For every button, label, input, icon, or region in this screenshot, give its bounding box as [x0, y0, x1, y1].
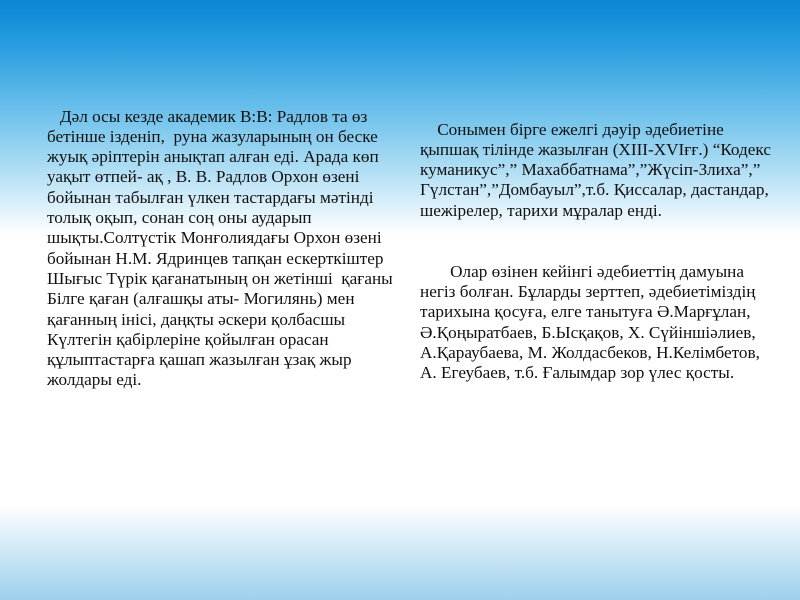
bottom-gradient-band [0, 505, 800, 600]
right-text-column [420, 79, 780, 424]
left-text-column [47, 66, 397, 431]
right-paragraph-1: Сонымен бірге ежелгі дәуір әдебиетіне қыпшақ тілінде жазылған (ХІІІ-ХVІғғ.) “Кодекс куманикус”,” Махаббатнама”,”Жүсіп-Злиха”,” Гүлстан”,”Домбауыл”,т.б. Қиссалар, дастандар, шежірелер, тарихи мұралар енді. [420, 119, 776, 220]
left-paragraph: Дәл осы кезде академик В:В: Радлов та өз бетінше ізденіп, руна жазуларының он беске жуық әріптерін анықтап алған еді. Арада көп уақыт өтпей- ақ , В. В. Радлов Орхон өзені бойынан табылған үлкен тастардағы мәтінді толық оқып, сонан соң оны аударып шықты.Солтүстік Монғолиядағы Орхон өзені бойынан Н.М. Ядринцев тапқан ескерткіштер Шығыс Түрік қағанатының он жетінші қағаны Білге қаған (алғашқы аты- Могилянь) мен қағанның інісі, даңқты әскери қолбасшы Күлтегін қабірлеріне қойылған орасан құлыптастарға қашап жазылған ұзақ жыр жолдары еді. [47, 106, 398, 390]
right-paragraph-2: Олар өзінен кейінгі әдебиеттің дамуына негіз болған. Бұларды зерттеп, әдебиетіміздің тарихына қосуға, елге танытуға Ә.Марғұлан, Ә.Қоңыратбаев, Б.Ысқақов, Х. Сүйіншіәлиев, А.Қараубаева, М. Жолдасбеков, Н.Келімбетов, А. Егеубаев, т.б. Ғалымдар зор үлес қосты. [420, 261, 765, 383]
